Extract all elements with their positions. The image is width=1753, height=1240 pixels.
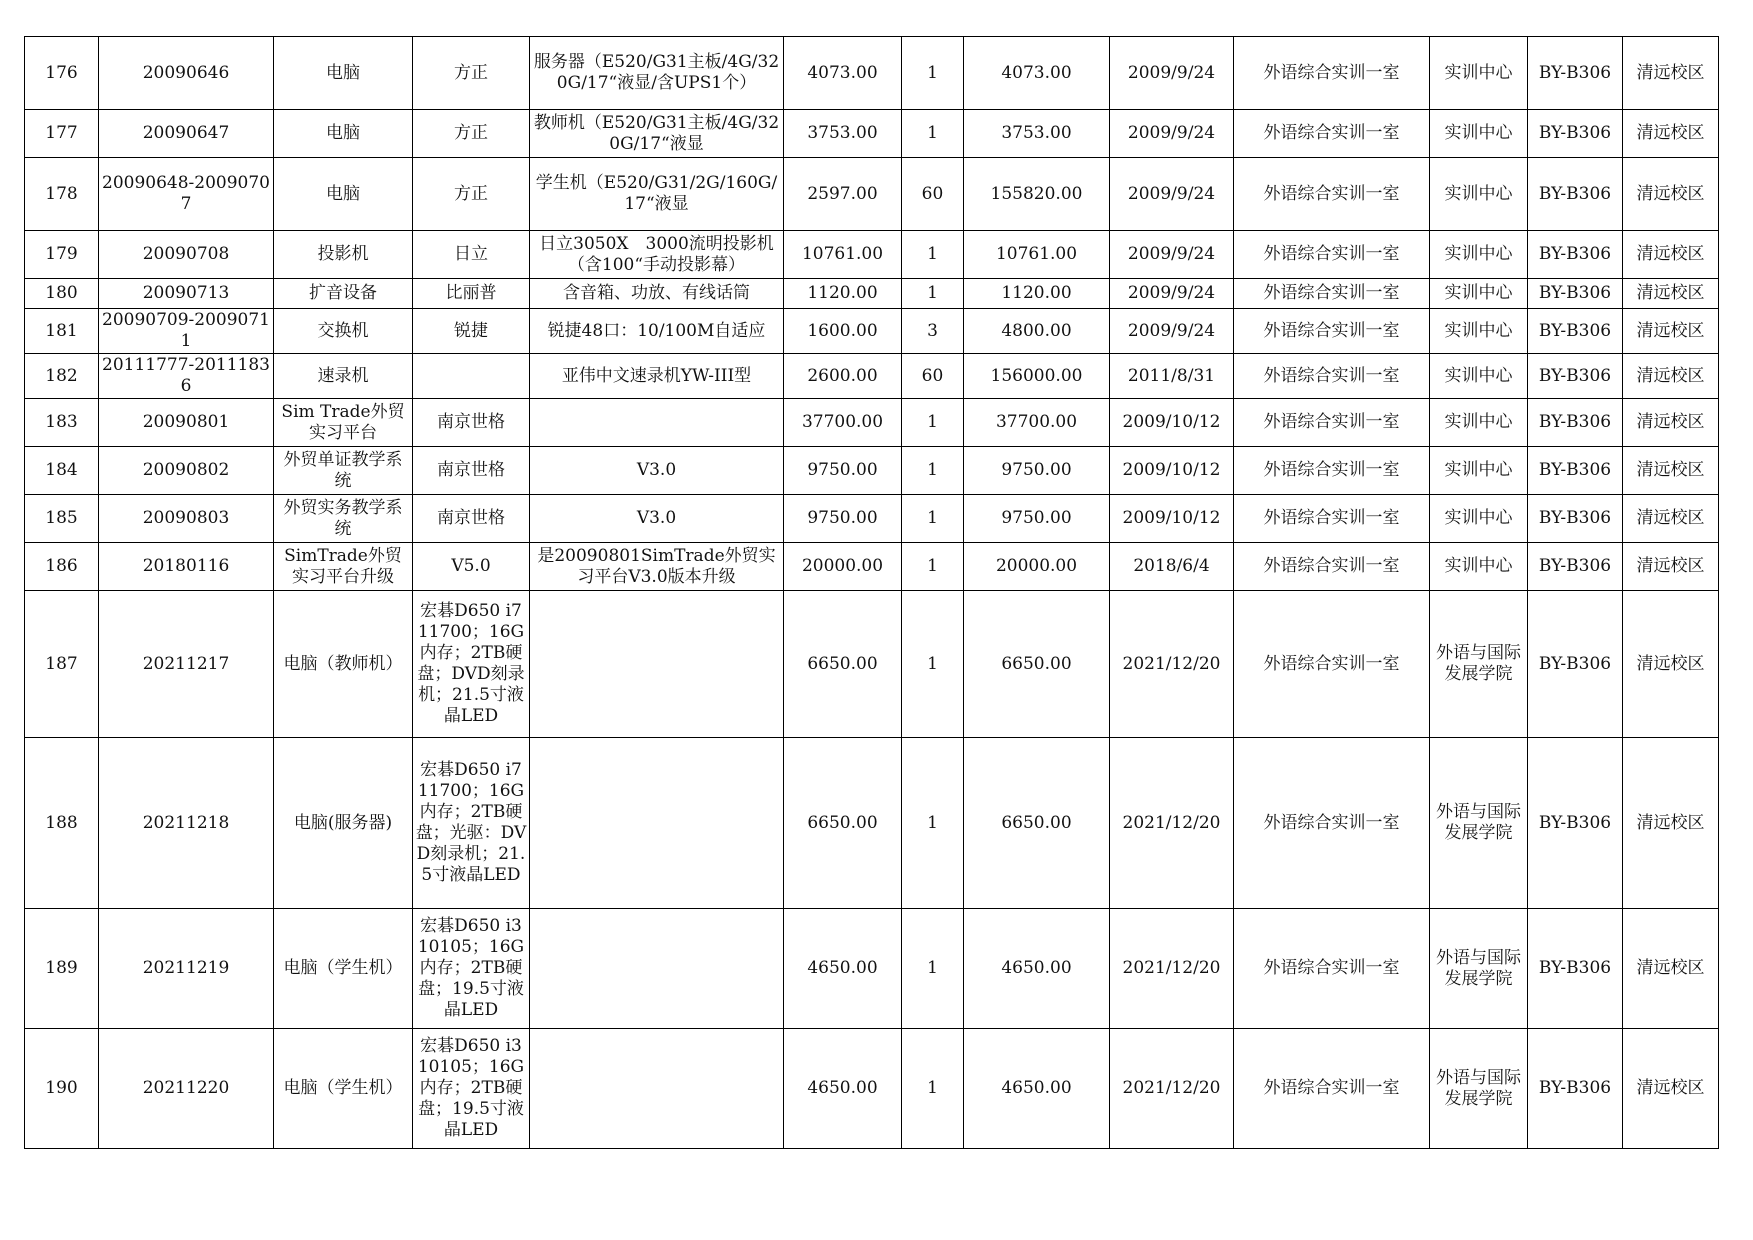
cell-room: 外语综合实训一室 [1234,447,1430,495]
cell-unit-price: 4073.00 [784,37,902,110]
cell-total-amount: 4650.00 [964,1029,1110,1149]
cell-total-amount: 155820.00 [964,158,1110,231]
cell-purchase-date: 2009/10/12 [1110,399,1234,447]
cell-department: 实训中心 [1430,231,1528,279]
cell-asset-name: Sim Trade外贸实习平台 [274,399,413,447]
cell-department: 实训中心 [1430,495,1528,543]
cell-asset-name: 交换机 [274,309,413,354]
cell-asset-name: 电脑 [274,37,413,110]
cell-unit-price: 2600.00 [784,354,902,399]
table-row [25,447,1719,495]
table-row [25,309,1719,354]
cell-location: BY-B306 [1528,738,1623,909]
cell-asset-id: 20090803 [99,495,274,543]
cell-row-number: 182 [25,354,99,399]
cell-brand-spec [413,354,530,399]
cell-location: BY-B306 [1528,909,1623,1029]
cell-campus: 清远校区 [1623,738,1719,909]
cell-row-number: 184 [25,447,99,495]
cell-asset-id: 20180116 [99,543,274,591]
cell-asset-id: 20211217 [99,591,274,738]
cell-purchase-date: 2009/9/24 [1110,158,1234,231]
cell-room: 外语综合实训一室 [1234,279,1430,309]
cell-brand-spec: V5.0 [413,543,530,591]
cell-room: 外语综合实训一室 [1234,1029,1430,1149]
cell-spec [530,738,784,909]
cell-room: 外语综合实训一室 [1234,495,1430,543]
cell-spec [530,591,784,738]
cell-unit-price: 10761.00 [784,231,902,279]
cell-quantity: 3 [902,309,964,354]
cell-location: BY-B306 [1528,447,1623,495]
cell-spec: 学生机（E520/G31/2G/160G/17“液显 [530,158,784,231]
table-row [25,543,1719,591]
cell-spec [530,399,784,447]
cell-quantity: 1 [902,399,964,447]
cell-unit-price: 9750.00 [784,447,902,495]
cell-asset-id: 20090648-20090707 [99,158,274,231]
cell-unit-price: 6650.00 [784,591,902,738]
table-row [25,495,1719,543]
cell-asset-name: 电脑（学生机） [274,909,413,1029]
cell-total-amount: 156000.00 [964,354,1110,399]
cell-quantity: 1 [902,738,964,909]
cell-location: BY-B306 [1528,495,1623,543]
cell-brand-spec: 宏碁D650 i3 10105；16G内存；2TB硬盘；19.5寸液晶LED [413,909,530,1029]
cell-campus: 清远校区 [1623,495,1719,543]
cell-asset-name: 电脑（学生机） [274,1029,413,1149]
cell-unit-price: 2597.00 [784,158,902,231]
cell-unit-price: 3753.00 [784,110,902,158]
cell-campus: 清远校区 [1623,354,1719,399]
cell-asset-name: 电脑（教师机） [274,591,413,738]
cell-asset-name: 扩音设备 [274,279,413,309]
cell-asset-id: 20111777-20111836 [99,354,274,399]
cell-spec: 亚伟中文速录机YW-III型 [530,354,784,399]
cell-brand-spec: 方正 [413,110,530,158]
cell-unit-price: 1600.00 [784,309,902,354]
cell-department: 实训中心 [1430,543,1528,591]
cell-room: 外语综合实训一室 [1234,309,1430,354]
cell-total-amount: 20000.00 [964,543,1110,591]
cell-brand-spec: 南京世格 [413,399,530,447]
cell-room: 外语综合实训一室 [1234,591,1430,738]
cell-department: 实训中心 [1430,399,1528,447]
cell-campus: 清远校区 [1623,37,1719,110]
cell-total-amount: 4800.00 [964,309,1110,354]
cell-spec: 日立3050X 3000流明投影机（含100“手动投影幕） [530,231,784,279]
cell-campus: 清远校区 [1623,1029,1719,1149]
cell-quantity: 1 [902,1029,964,1149]
cell-spec: 锐捷48口：10/100M自适应 [530,309,784,354]
cell-room: 外语综合实训一室 [1234,543,1430,591]
cell-location: BY-B306 [1528,354,1623,399]
cell-brand-spec: 南京世格 [413,495,530,543]
cell-quantity: 60 [902,354,964,399]
cell-asset-name: 速录机 [274,354,413,399]
cell-spec [530,1029,784,1149]
cell-department: 实训中心 [1430,354,1528,399]
cell-unit-price: 1120.00 [784,279,902,309]
cell-purchase-date: 2021/12/20 [1110,909,1234,1029]
cell-asset-id: 20211220 [99,1029,274,1149]
cell-department: 实训中心 [1430,309,1528,354]
cell-row-number: 187 [25,591,99,738]
cell-unit-price: 9750.00 [784,495,902,543]
table-row [25,399,1719,447]
cell-purchase-date: 2009/10/12 [1110,495,1234,543]
cell-row-number: 180 [25,279,99,309]
table-row [25,231,1719,279]
cell-location: BY-B306 [1528,309,1623,354]
cell-total-amount: 6650.00 [964,738,1110,909]
cell-location: BY-B306 [1528,1029,1623,1149]
cell-location: BY-B306 [1528,110,1623,158]
cell-unit-price: 20000.00 [784,543,902,591]
cell-department: 实训中心 [1430,158,1528,231]
table-row [25,591,1719,738]
cell-room: 外语综合实训一室 [1234,399,1430,447]
cell-location: BY-B306 [1528,399,1623,447]
cell-room: 外语综合实训一室 [1234,158,1430,231]
cell-location: BY-B306 [1528,37,1623,110]
cell-quantity: 1 [902,543,964,591]
cell-row-number: 189 [25,909,99,1029]
cell-row-number: 181 [25,309,99,354]
cell-room: 外语综合实训一室 [1234,231,1430,279]
cell-location: BY-B306 [1528,591,1623,738]
asset-table [24,36,1719,1149]
cell-campus: 清远校区 [1623,399,1719,447]
cell-campus: 清远校区 [1623,231,1719,279]
cell-brand-spec: 日立 [413,231,530,279]
cell-row-number: 190 [25,1029,99,1149]
cell-department: 实训中心 [1430,110,1528,158]
cell-quantity: 1 [902,909,964,1029]
asset-table-body [25,37,1719,1149]
cell-brand-spec: 方正 [413,158,530,231]
cell-campus: 清远校区 [1623,158,1719,231]
cell-campus: 清远校区 [1623,591,1719,738]
cell-brand-spec: 宏碁D650 i7 11700；16G内存；2TB硬盘；DVD刻录机；21.5寸液晶LED [413,591,530,738]
cell-asset-id: 20090646 [99,37,274,110]
cell-department: 实训中心 [1430,279,1528,309]
cell-quantity: 60 [902,158,964,231]
cell-department: 外语与国际发展学院 [1430,591,1528,738]
cell-total-amount: 37700.00 [964,399,1110,447]
cell-quantity: 1 [902,231,964,279]
table-row [25,909,1719,1029]
cell-quantity: 1 [902,591,964,738]
cell-department: 实训中心 [1430,447,1528,495]
cell-row-number: 179 [25,231,99,279]
cell-row-number: 176 [25,37,99,110]
cell-asset-name: 外贸单证教学系统 [274,447,413,495]
cell-asset-id: 20090709-20090711 [99,309,274,354]
cell-brand-spec: 锐捷 [413,309,530,354]
cell-spec: 教师机（E520/G31主板/4G/320G/17“液显 [530,110,784,158]
table-row [25,1029,1719,1149]
cell-asset-id: 20211218 [99,738,274,909]
cell-department: 外语与国际发展学院 [1430,1029,1528,1149]
cell-total-amount: 9750.00 [964,495,1110,543]
cell-brand-spec: 宏碁D650 i3 10105；16G内存；2TB硬盘；19.5寸液晶LED [413,1029,530,1149]
cell-purchase-date: 2011/8/31 [1110,354,1234,399]
table-row [25,354,1719,399]
cell-spec: V3.0 [530,495,784,543]
cell-location: BY-B306 [1528,543,1623,591]
cell-room: 外语综合实训一室 [1234,110,1430,158]
cell-room: 外语综合实训一室 [1234,909,1430,1029]
cell-campus: 清远校区 [1623,909,1719,1029]
cell-purchase-date: 2009/10/12 [1110,447,1234,495]
table-row [25,37,1719,110]
cell-row-number: 177 [25,110,99,158]
cell-total-amount: 6650.00 [964,591,1110,738]
cell-room: 外语综合实训一室 [1234,738,1430,909]
cell-row-number: 186 [25,543,99,591]
table-row [25,110,1719,158]
cell-asset-id: 20090708 [99,231,274,279]
cell-quantity: 1 [902,37,964,110]
cell-spec: V3.0 [530,447,784,495]
cell-location: BY-B306 [1528,279,1623,309]
cell-department: 实训中心 [1430,37,1528,110]
cell-purchase-date: 2021/12/20 [1110,1029,1234,1149]
cell-row-number: 185 [25,495,99,543]
cell-campus: 清远校区 [1623,309,1719,354]
cell-room: 外语综合实训一室 [1234,37,1430,110]
cell-asset-name: 电脑 [274,158,413,231]
cell-asset-name: 投影机 [274,231,413,279]
cell-row-number: 178 [25,158,99,231]
cell-unit-price: 6650.00 [784,738,902,909]
cell-brand-spec: 南京世格 [413,447,530,495]
table-row [25,279,1719,309]
cell-room: 外语综合实训一室 [1234,354,1430,399]
cell-asset-name: 电脑(服务器) [274,738,413,909]
cell-campus: 清远校区 [1623,110,1719,158]
cell-purchase-date: 2009/9/24 [1110,309,1234,354]
cell-unit-price: 37700.00 [784,399,902,447]
cell-purchase-date: 2021/12/20 [1110,738,1234,909]
cell-asset-name: SimTrade外贸实习平台升级 [274,543,413,591]
cell-row-number: 183 [25,399,99,447]
cell-spec [530,909,784,1029]
cell-asset-id: 20090713 [99,279,274,309]
cell-total-amount: 4073.00 [964,37,1110,110]
cell-total-amount: 10761.00 [964,231,1110,279]
cell-spec: 含音箱、功放、有线话筒 [530,279,784,309]
cell-campus: 清远校区 [1623,543,1719,591]
cell-brand-spec: 宏碁D650 i7 11700；16G内存；2TB硬盘；光驱：DVD刻录机；21.5寸液晶LED [413,738,530,909]
cell-department: 外语与国际发展学院 [1430,909,1528,1029]
cell-location: BY-B306 [1528,158,1623,231]
cell-purchase-date: 2009/9/24 [1110,231,1234,279]
cell-quantity: 1 [902,447,964,495]
cell-brand-spec: 比丽普 [413,279,530,309]
cell-department: 外语与国际发展学院 [1430,738,1528,909]
cell-asset-name: 外贸实务教学系统 [274,495,413,543]
cell-purchase-date: 2009/9/24 [1110,279,1234,309]
cell-asset-name: 电脑 [274,110,413,158]
cell-quantity: 1 [902,110,964,158]
cell-asset-id: 20090801 [99,399,274,447]
cell-spec: 是20090801SimTrade外贸实习平台V3.0版本升级 [530,543,784,591]
cell-brand-spec: 方正 [413,37,530,110]
cell-unit-price: 4650.00 [784,909,902,1029]
cell-purchase-date: 2009/9/24 [1110,110,1234,158]
table-row [25,738,1719,909]
cell-campus: 清远校区 [1623,447,1719,495]
cell-row-number: 188 [25,738,99,909]
cell-total-amount: 4650.00 [964,909,1110,1029]
cell-asset-id: 20211219 [99,909,274,1029]
cell-location: BY-B306 [1528,231,1623,279]
cell-campus: 清远校区 [1623,279,1719,309]
cell-total-amount: 3753.00 [964,110,1110,158]
cell-purchase-date: 2009/9/24 [1110,37,1234,110]
cell-spec: 服务器（E520/G31主板/4G/320G/17“液显/含UPS1个） [530,37,784,110]
cell-purchase-date: 2021/12/20 [1110,591,1234,738]
cell-asset-id: 20090802 [99,447,274,495]
table-row [25,158,1719,231]
cell-unit-price: 4650.00 [784,1029,902,1149]
cell-quantity: 1 [902,495,964,543]
cell-total-amount: 9750.00 [964,447,1110,495]
cell-asset-id: 20090647 [99,110,274,158]
cell-purchase-date: 2018/6/4 [1110,543,1234,591]
cell-quantity: 1 [902,279,964,309]
cell-total-amount: 1120.00 [964,279,1110,309]
